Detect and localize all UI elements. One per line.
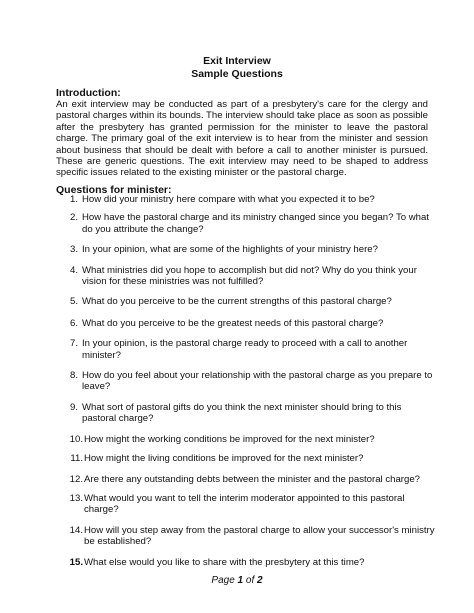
question-number: 14. <box>69 524 83 536</box>
question-text: What ministries did you hope to accomplish but did not? Why do you think your vision for these ministries was not fulfilled? <box>82 264 417 288</box>
question-text: How might the working conditions be improved for the next minister? <box>84 433 375 445</box>
question-number: 8. <box>69 370 78 382</box>
page-label: Page <box>211 575 235 586</box>
introduction-paragraph: An exit interview may be conducted as part of a presbytery's care for the clergy and pastoral charges within its bounds. The interview should take place as soon as possible after the presbytery has granted permission for the minister to leave the pastoral charge. The primary goal of the exit interview is to hear from the minister and session about business that should be dealt with before a call to another minister is pursued. These are generic questions. The exit interview may need to be shaped to address specific issues related to the existing minister or the pastoral charge. <box>56 99 428 179</box>
question-text: How did your ministry here compare with what you expected it to be? <box>82 194 375 205</box>
question-item <box>56 474 436 485</box>
question-text: What do you perceive to be the greatest needs of this pastoral charge? <box>82 317 384 329</box>
question-number: 4. <box>69 264 78 276</box>
question-text: What sort of pastoral gifts do you think the next minister should bring to this pastoral charge? <box>82 401 402 425</box>
question-item <box>56 370 436 393</box>
question-text: What would you want to tell the interim moderator appointed to this pastoral charge? <box>84 492 405 516</box>
document-title-block <box>0 55 474 81</box>
question-item <box>56 212 436 235</box>
questions-heading: Questions for minister: <box>56 184 172 196</box>
question-text: What do you perceive to be the current strengths of this pastoral charge? <box>82 296 392 308</box>
question-text: How have the pastoral charge and its ministry changed since you began? To what do you attribute the change? <box>82 212 430 235</box>
question-item <box>56 194 436 205</box>
document-subtitle: Sample Questions <box>191 68 283 80</box>
question-item <box>56 318 436 329</box>
question-number: 1. <box>69 194 78 205</box>
question-item <box>56 296 436 307</box>
question-item <box>56 338 436 361</box>
question-item <box>56 434 436 445</box>
question-text: What else would you like to share with the presbytery at this time? <box>84 556 365 568</box>
question-number: 7. <box>69 338 78 350</box>
page-current: 1 <box>237 575 244 586</box>
question-text: How will you step away from the pastoral charge to allow your successor's ministry be established? <box>84 524 435 548</box>
question-number: 15. <box>69 556 83 568</box>
introduction-heading: Introduction: <box>56 87 121 99</box>
question-text: In your opinion, what are some of the highlights of your ministry here? <box>82 244 378 256</box>
questions-list <box>56 194 436 568</box>
question-number: 2. <box>69 212 78 224</box>
question-item <box>56 265 436 288</box>
question-number: 6. <box>69 317 78 329</box>
question-number: 13. <box>69 492 83 504</box>
question-item <box>56 493 436 516</box>
question-item <box>56 525 436 548</box>
question-number: 11. <box>70 453 83 465</box>
question-text: How might the living conditions be improved for the next minister? <box>84 453 364 465</box>
question-number: 12. <box>69 473 83 485</box>
page-of: of <box>245 575 255 586</box>
question-text: In your opinion, is the pastoral charge ready to proceed with a call to another minister? <box>82 338 408 361</box>
question-text: How do you feel about your relationship with the pastoral charge as you prepare to leave? <box>82 370 433 393</box>
question-number: 10. <box>69 433 83 445</box>
question-number: 5. <box>69 296 78 308</box>
page-footer <box>0 575 474 586</box>
question-item <box>56 557 436 568</box>
question-number: 9. <box>69 401 78 413</box>
question-text: Are there any outstanding debts between the minister and the pastoral charge? <box>84 473 420 485</box>
document-title: Exit Interview <box>203 55 271 67</box>
question-item <box>56 402 436 425</box>
question-item <box>56 453 436 464</box>
question-number: 3. <box>69 244 78 256</box>
page-total: 2 <box>257 575 263 586</box>
question-item <box>56 244 436 255</box>
